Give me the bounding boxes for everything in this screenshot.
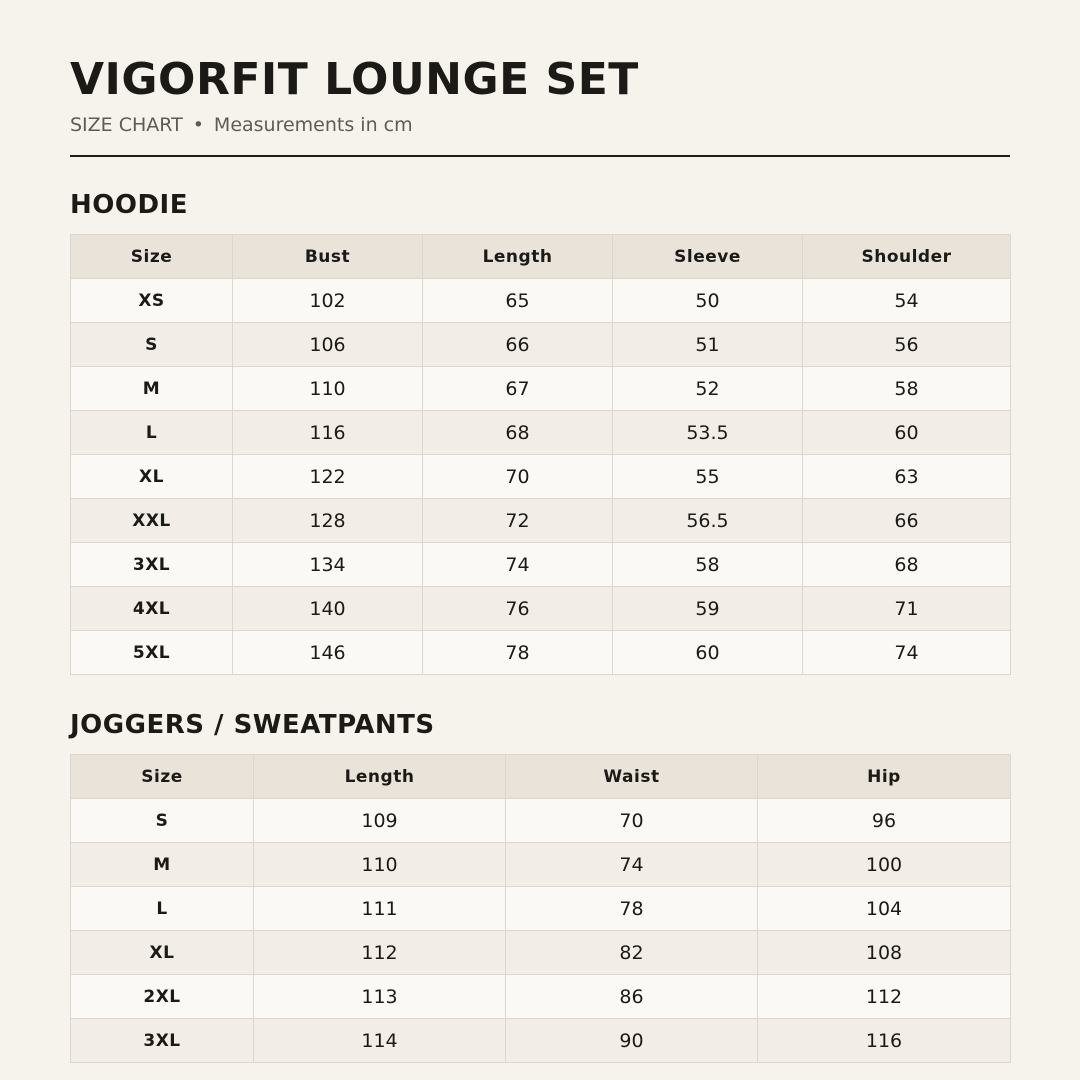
size-cell: L <box>71 411 233 455</box>
title-divider <box>70 155 1010 157</box>
sleeve-cell: 56.5 <box>613 499 803 543</box>
length-cell: 66 <box>423 323 613 367</box>
sleeve-cell: 53.5 <box>613 411 803 455</box>
shoulder-cell: 54 <box>803 279 1011 323</box>
length-cell: 110 <box>254 843 506 887</box>
column-header-bust: Bust <box>233 235 423 279</box>
size-cell: XL <box>71 931 254 975</box>
column-header-length: Length <box>254 755 506 799</box>
waist-cell: 86 <box>506 975 758 1019</box>
bust-cell: 116 <box>233 411 423 455</box>
column-header-shoulder: Shoulder <box>803 235 1011 279</box>
bust-cell: 110 <box>233 367 423 411</box>
table-row <box>71 543 1011 587</box>
size-cell: S <box>71 799 254 843</box>
hoodie-size-table <box>70 234 1011 675</box>
table-header-row <box>71 755 1011 799</box>
size-cell: L <box>71 887 254 931</box>
table-row <box>71 411 1011 455</box>
hip-cell: 108 <box>758 931 1011 975</box>
size-cell: M <box>71 843 254 887</box>
waist-cell: 82 <box>506 931 758 975</box>
bust-cell: 140 <box>233 587 423 631</box>
sleeve-cell: 58 <box>613 543 803 587</box>
waist-cell: 90 <box>506 1019 758 1063</box>
size-cell: XXL <box>71 499 233 543</box>
column-header-sleeve: Sleeve <box>613 235 803 279</box>
shoulder-cell: 63 <box>803 455 1011 499</box>
length-cell: 72 <box>423 499 613 543</box>
waist-cell: 74 <box>506 843 758 887</box>
sleeve-cell: 50 <box>613 279 803 323</box>
sleeve-cell: 55 <box>613 455 803 499</box>
size-cell: 2XL <box>71 975 254 1019</box>
length-cell: 78 <box>423 631 613 675</box>
length-cell: 74 <box>423 543 613 587</box>
table-row <box>71 587 1011 631</box>
column-header-hip: Hip <box>758 755 1011 799</box>
length-cell: 111 <box>254 887 506 931</box>
table-row <box>71 499 1011 543</box>
shoulder-cell: 66 <box>803 499 1011 543</box>
size-cell: XL <box>71 455 233 499</box>
hip-cell: 116 <box>758 1019 1011 1063</box>
length-cell: 68 <box>423 411 613 455</box>
size-cell: 3XL <box>71 1019 254 1063</box>
length-cell: 109 <box>254 799 506 843</box>
sleeve-cell: 51 <box>613 323 803 367</box>
size-cell: 5XL <box>71 631 233 675</box>
hip-cell: 112 <box>758 975 1011 1019</box>
joggers-section-title: JOGGERS / SWEATPANTS <box>70 710 435 740</box>
column-header-waist: Waist <box>506 755 758 799</box>
bust-cell: 122 <box>233 455 423 499</box>
length-cell: 113 <box>254 975 506 1019</box>
table-row <box>71 975 1011 1019</box>
length-cell: 70 <box>423 455 613 499</box>
waist-cell: 70 <box>506 799 758 843</box>
shoulder-cell: 71 <box>803 587 1011 631</box>
shoulder-cell: 56 <box>803 323 1011 367</box>
size-cell: S <box>71 323 233 367</box>
bust-cell: 102 <box>233 279 423 323</box>
subtitle-label: SIZE CHART <box>70 114 183 136</box>
length-cell: 112 <box>254 931 506 975</box>
bust-cell: 128 <box>233 499 423 543</box>
length-cell: 114 <box>254 1019 506 1063</box>
waist-cell: 78 <box>506 887 758 931</box>
hip-cell: 104 <box>758 887 1011 931</box>
shoulder-cell: 74 <box>803 631 1011 675</box>
column-header-size: Size <box>71 755 254 799</box>
table-row <box>71 631 1011 675</box>
bust-cell: 134 <box>233 543 423 587</box>
table-row <box>71 931 1011 975</box>
subtitle-units: Measurements in cm <box>213 114 413 136</box>
sleeve-cell: 59 <box>613 587 803 631</box>
table-row <box>71 843 1011 887</box>
hoodie-section-title: HOODIE <box>70 190 188 220</box>
table-row <box>71 279 1011 323</box>
page-subtitle <box>70 113 413 137</box>
size-cell: 3XL <box>71 543 233 587</box>
table-row <box>71 887 1011 931</box>
length-cell: 65 <box>423 279 613 323</box>
size-cell: XS <box>71 279 233 323</box>
sleeve-cell: 52 <box>613 367 803 411</box>
length-cell: 76 <box>423 587 613 631</box>
bust-cell: 106 <box>233 323 423 367</box>
table-row <box>71 1019 1011 1063</box>
table-header-row <box>71 235 1011 279</box>
sleeve-cell: 60 <box>613 631 803 675</box>
shoulder-cell: 58 <box>803 367 1011 411</box>
table-row <box>71 799 1011 843</box>
length-cell: 67 <box>423 367 613 411</box>
shoulder-cell: 68 <box>803 543 1011 587</box>
size-cell: 4XL <box>71 587 233 631</box>
table-row <box>71 367 1011 411</box>
table-row <box>71 323 1011 367</box>
page-title: VIGORFIT LOUNGE SET <box>70 54 639 105</box>
column-header-size: Size <box>71 235 233 279</box>
subtitle-separator: • <box>192 114 204 136</box>
bust-cell: 146 <box>233 631 423 675</box>
size-cell: M <box>71 367 233 411</box>
hip-cell: 100 <box>758 843 1011 887</box>
hip-cell: 96 <box>758 799 1011 843</box>
joggers-size-table <box>70 754 1011 1063</box>
column-header-length: Length <box>423 235 613 279</box>
table-row <box>71 455 1011 499</box>
shoulder-cell: 60 <box>803 411 1011 455</box>
